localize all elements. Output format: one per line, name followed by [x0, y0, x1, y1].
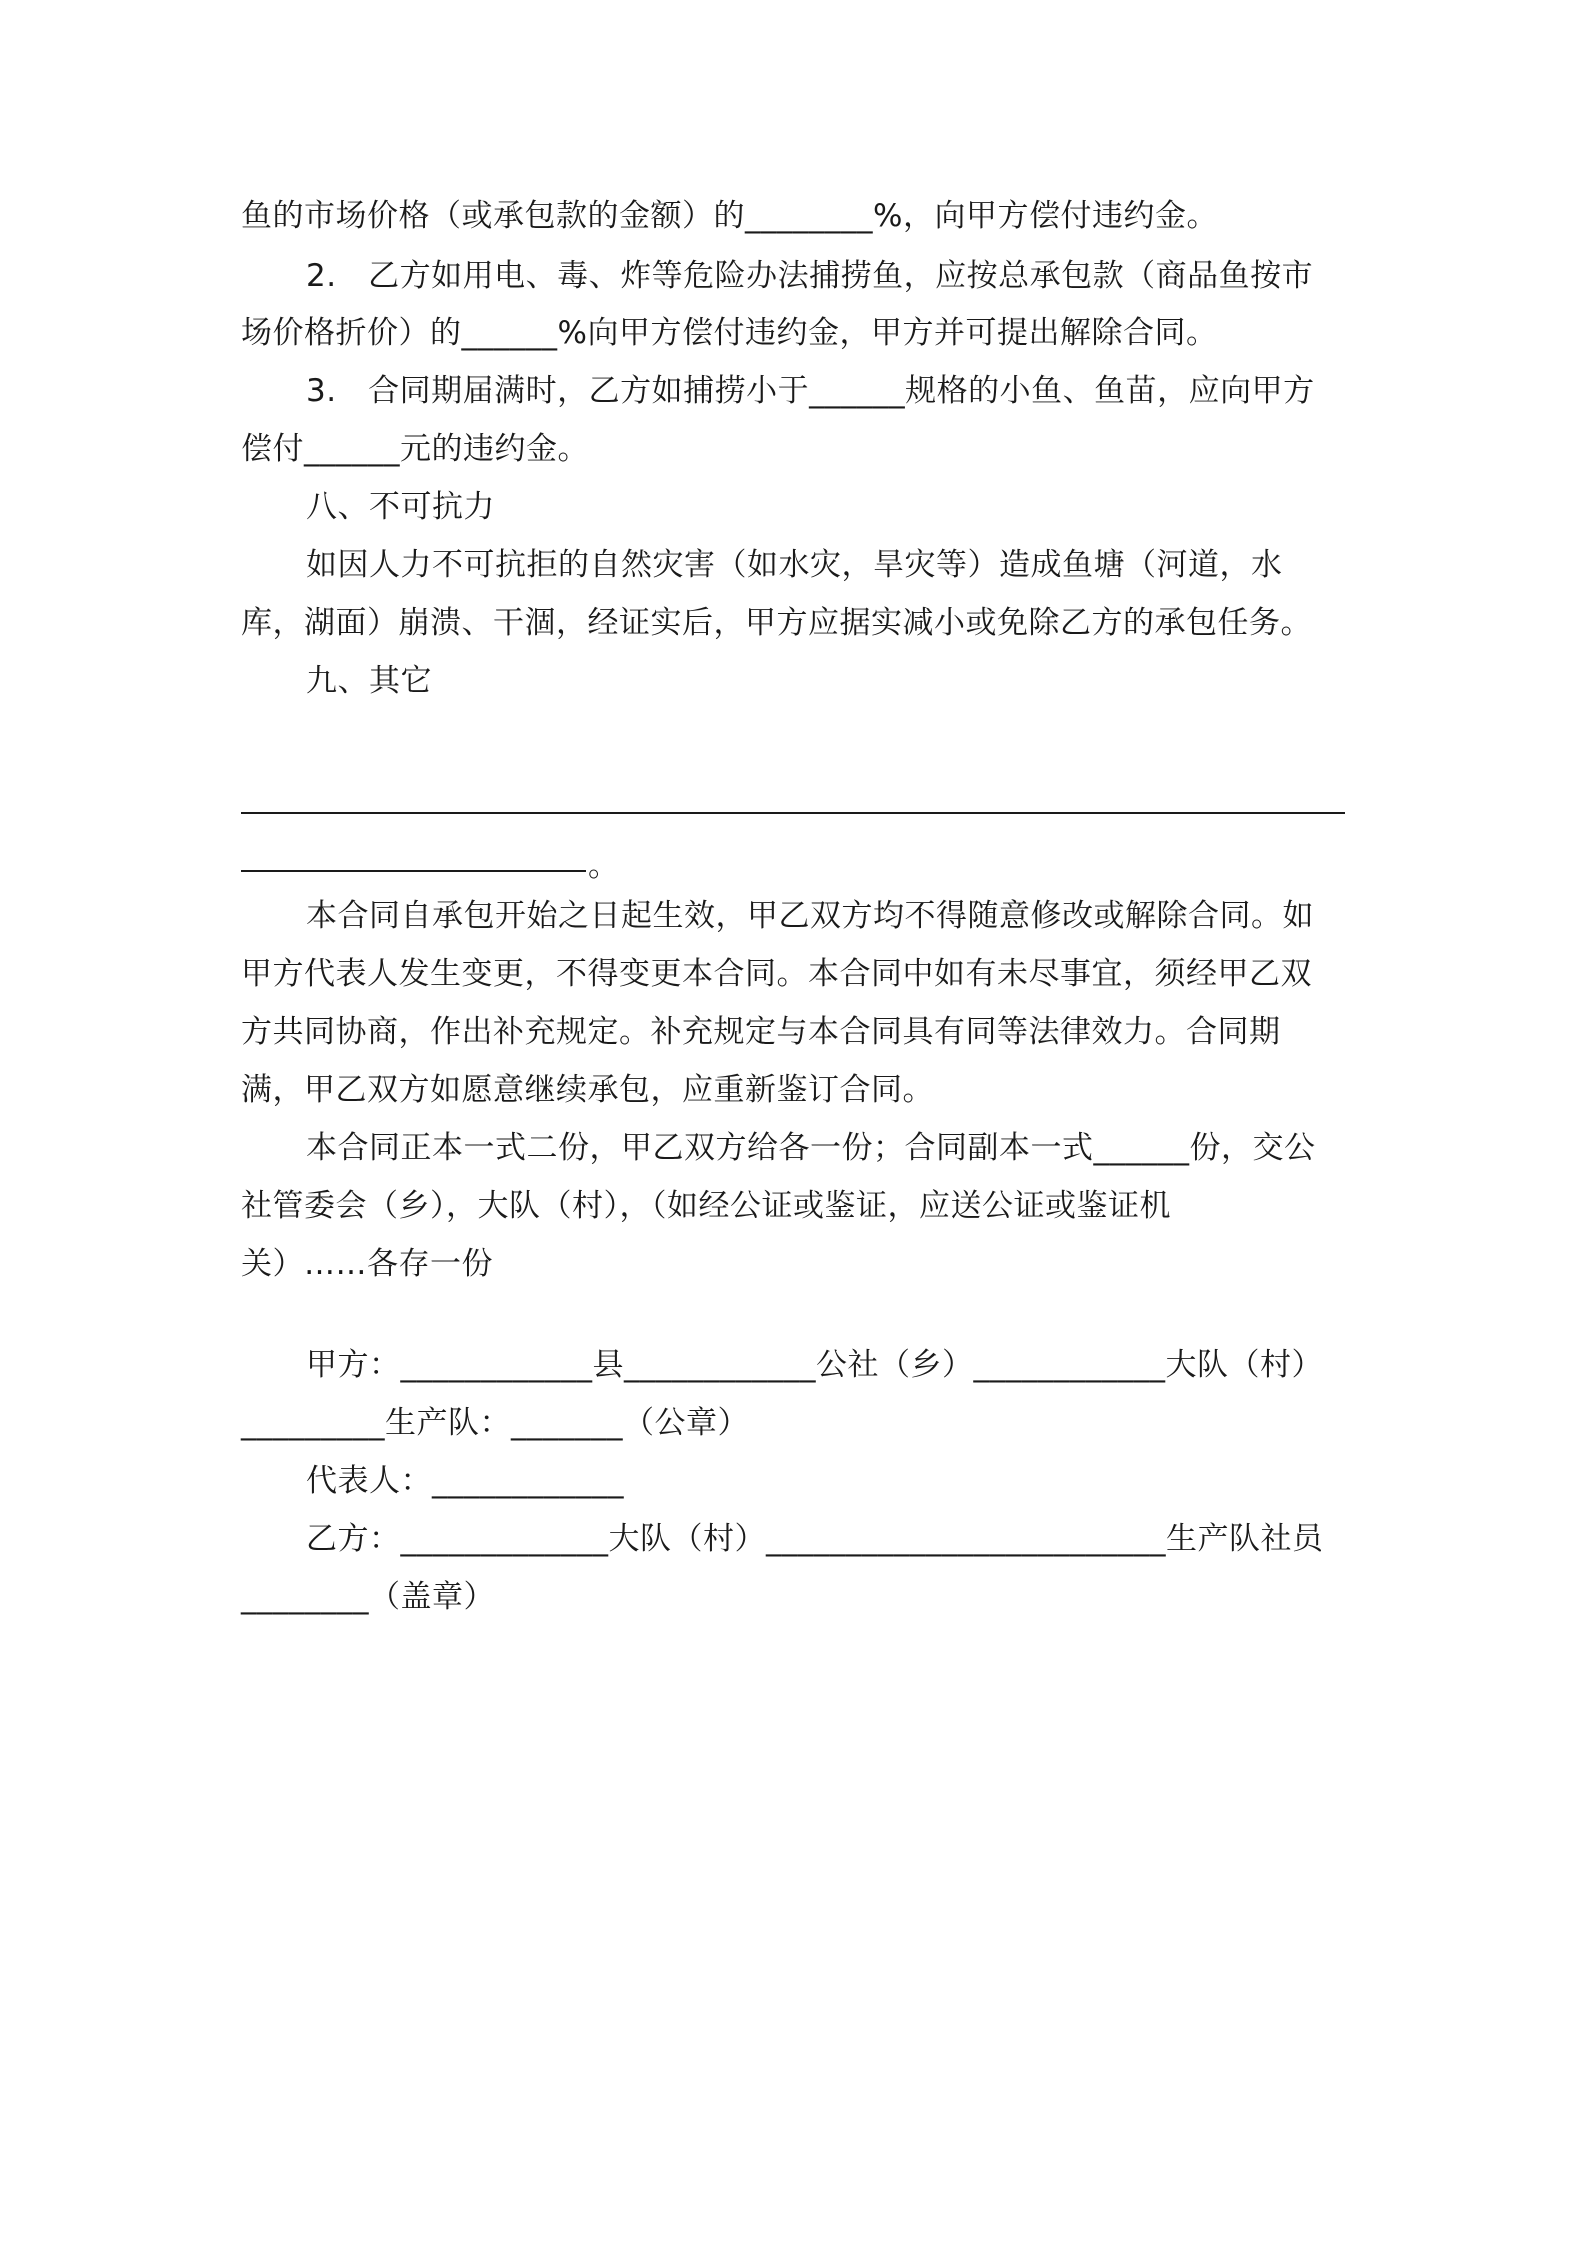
- signature-line: 甲方：____________县____________公社（乡）____________大队（村）: [306, 1347, 1323, 1383]
- text-line: 本合同正本一式二份，甲乙双方给各一份；合同副本一式______份，交公: [306, 1130, 1316, 1166]
- signature-line: 代表人：____________: [306, 1463, 624, 1499]
- text-line: 3. 合同期届满时，乙方如捕捞小于______规格的小鱼、鱼苗，应向甲方: [306, 373, 1315, 409]
- text-line: 偿付______元的违约金。: [241, 431, 589, 467]
- text-line: 甲方代表人发生变更，不得变更本合同。本合同中如有未尽事宜，须经甲乙双: [241, 956, 1312, 992]
- text-line: 本合同自承包开始之日起生效，甲乙双方均不得随意修改或解除合同。如: [306, 898, 1314, 934]
- section-heading: 八、不可抗力: [306, 489, 495, 525]
- blank-fill-line: [241, 812, 1345, 814]
- text-line: 社管委会（乡），大队（村），（如经公证或鉴证，应送公证或鉴证机: [241, 1188, 1171, 1224]
- text-line: 库，湖面）崩溃、干涸，经证实后，甲方应据实减小或免除乙方的承包任务。: [241, 605, 1312, 641]
- text-line: 场价格折价）的______%向甲方偿付违约金，甲方并可提出解除合同。: [241, 315, 1218, 351]
- text-line: 鱼的市场价格（或承包款的金额）的________%，向甲方偿付违约金。: [241, 198, 1218, 234]
- text-line: 2. 乙方如用电、毒、炸等危险办法捕捞鱼，应按总承包款（商品鱼按市: [306, 258, 1314, 294]
- text-line: 满，甲乙双方如愿意继续承包，应重新鉴订合同。: [241, 1072, 934, 1108]
- signature-line: ________（盖章）: [241, 1579, 495, 1615]
- text-line: 如因人力不可抗拒的自然灾害（如水灾，旱灾等）造成鱼塘（河道，水: [306, 547, 1283, 583]
- section-heading: 九、其它: [306, 663, 432, 699]
- blank-fill-line: [241, 870, 586, 872]
- text-line: 方共同协商，作出补充规定。补充规定与本合同具有同等法律效力。合同期: [241, 1014, 1281, 1050]
- signature-line: _________生产队：_______（公章）: [241, 1405, 749, 1441]
- text-line: 。: [588, 848, 620, 884]
- text-line: 关）……各存一份: [241, 1246, 493, 1282]
- signature-line: 乙方：_____________大队（村）_________________________生产队社员: [306, 1521, 1324, 1557]
